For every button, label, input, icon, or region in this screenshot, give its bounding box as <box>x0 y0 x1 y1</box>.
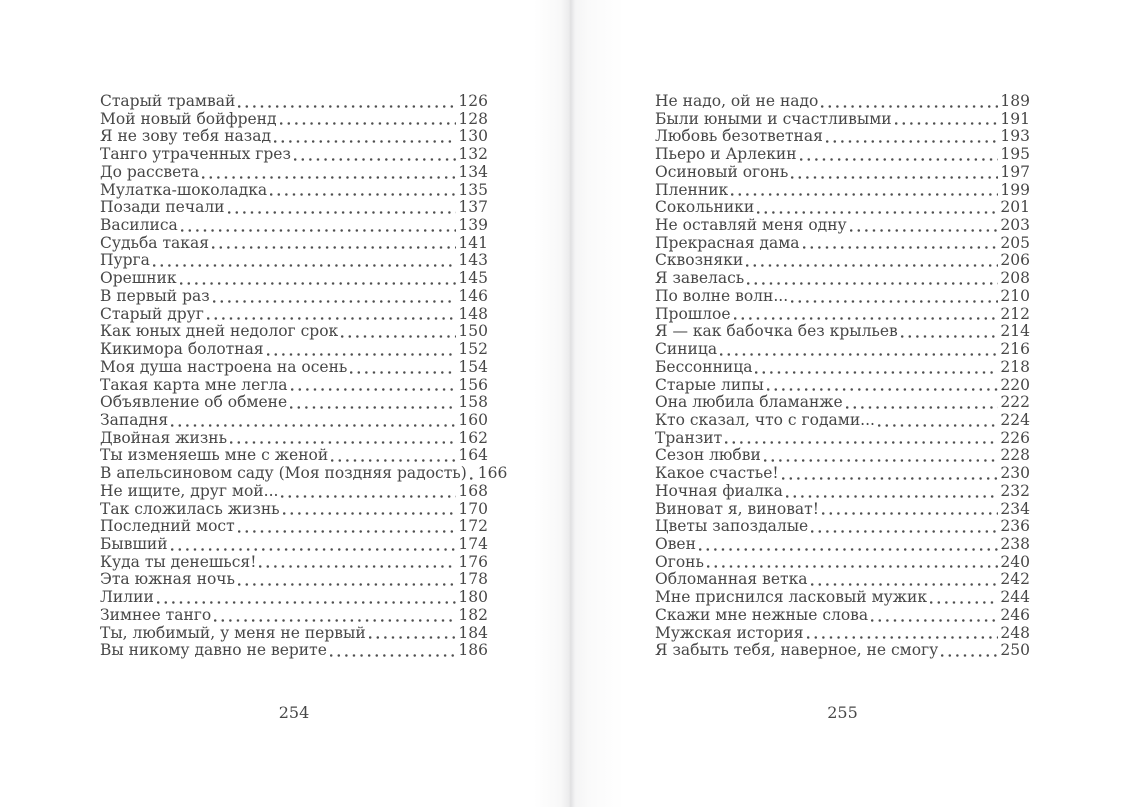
toc-entry-title: Бывший <box>100 534 168 553</box>
toc-entry-title: Старый трамвай <box>100 92 236 110</box>
toc-entry-page: 178 <box>458 570 488 589</box>
toc-entry <box>655 554 1030 572</box>
dot-leader <box>699 548 998 551</box>
toc-entry-page: 189 <box>1000 92 1030 110</box>
toc-entry-page: 234 <box>1000 499 1030 518</box>
toc-entry-page: 154 <box>458 357 488 376</box>
toc-entry <box>655 199 1030 217</box>
toc-entry-title: Пьеро и Арлекин <box>655 145 797 164</box>
toc-entry-page: 222 <box>1000 393 1030 412</box>
dot-leader <box>811 583 999 586</box>
toc-entry <box>655 235 1030 253</box>
dot-leader <box>791 300 998 303</box>
toc-entry-title: Виноват я, виноват! <box>655 499 819 518</box>
toc-entry-page: 212 <box>1000 304 1030 323</box>
toc-entry-page: 224 <box>1000 410 1030 429</box>
toc-entry-page: 214 <box>1000 322 1030 341</box>
toc-entry <box>100 394 488 412</box>
toc-entry-page: 143 <box>458 251 488 270</box>
toc-entry-page: 238 <box>1000 534 1030 553</box>
dot-leader <box>846 406 999 409</box>
toc-entry-page: 197 <box>1000 162 1030 181</box>
toc-entry-page: 195 <box>1000 145 1030 164</box>
toc-entry-title: Я забыть тебя, наверное, не смогу <box>655 641 939 660</box>
toc-entry-title: Пленник <box>655 180 729 199</box>
toc-entry <box>655 341 1030 359</box>
dot-leader <box>803 246 999 249</box>
toc-entry-title: Любовь безответная <box>655 127 823 146</box>
toc-entry <box>100 536 488 554</box>
dot-leader <box>290 406 456 409</box>
toc-entry <box>100 571 488 589</box>
toc-entry-title: Не оставляй меня одну <box>655 216 847 235</box>
dot-leader <box>291 388 457 391</box>
toc-entry-page: 168 <box>458 481 488 500</box>
dot-leader <box>270 193 456 196</box>
toc-entry-page: 242 <box>1000 570 1030 589</box>
dot-leader <box>871 619 998 622</box>
toc-entry-title: Западня <box>100 410 169 429</box>
toc-entry-title: В первый раз <box>100 286 210 305</box>
toc-entry-title: Мне приснился ласковый мужик <box>655 588 928 607</box>
page-gutter-shadow <box>534 0 624 807</box>
toc-entry <box>100 164 488 182</box>
toc-entry-page: 216 <box>1000 340 1030 359</box>
dot-leader <box>747 282 998 285</box>
toc-entry-title: Бессонница <box>655 357 753 376</box>
toc-entry <box>100 412 488 430</box>
toc-entry <box>100 128 488 146</box>
toc-entry-page: 130 <box>458 127 488 146</box>
toc-entry-title: Мулатка-шоколадка <box>100 180 268 199</box>
dot-leader <box>274 140 456 143</box>
toc-entry-page: 128 <box>458 109 488 128</box>
toc-entry-page: 218 <box>1000 357 1030 376</box>
toc-entry-page: 248 <box>1000 623 1030 642</box>
toc-entry <box>100 377 488 395</box>
toc-entry <box>655 394 1030 412</box>
toc-entry-page: 236 <box>1000 517 1030 536</box>
toc-entry <box>655 128 1030 146</box>
toc-entry-page: 174 <box>458 534 488 553</box>
dot-leader <box>826 140 999 143</box>
toc-entry-page: 170 <box>458 499 488 518</box>
dot-leader <box>294 158 457 161</box>
toc-entry-title: До рассвета <box>100 162 200 181</box>
toc-entry-page: 193 <box>1000 127 1030 146</box>
toc-entry <box>655 447 1030 465</box>
dot-leader <box>757 211 998 214</box>
toc-entry <box>100 182 488 200</box>
toc-entry-page: 203 <box>1000 216 1030 235</box>
toc-entry <box>100 93 488 111</box>
toc-entry <box>100 359 488 377</box>
toc-entry <box>655 518 1030 536</box>
toc-entry-title: Цветы запоздалые <box>655 517 809 536</box>
toc-entry-page: 145 <box>458 269 488 288</box>
toc-entry-page: 180 <box>458 588 488 607</box>
toc-entry-page: 135 <box>458 180 488 199</box>
dot-leader <box>850 229 999 232</box>
dot-leader <box>238 530 457 533</box>
toc-entry-title: Объявление об обмене <box>100 393 288 412</box>
toc-entry-title: Орешник <box>100 269 177 288</box>
dot-leader <box>180 282 457 285</box>
toc-entry-page: 228 <box>1000 446 1030 465</box>
toc-entry <box>655 412 1030 430</box>
toc-entry-title: Лилии <box>100 588 154 607</box>
page-number-right: 255 <box>827 703 858 722</box>
toc-entry <box>100 146 488 164</box>
toc-entry-title: Не ищите, друг мой... <box>100 481 279 500</box>
dot-leader <box>734 317 999 320</box>
toc-entry-title: Были юными и счастливыми <box>655 109 892 128</box>
toc-entry <box>655 536 1030 554</box>
dot-leader <box>213 300 457 303</box>
toc-entry <box>655 483 1030 501</box>
toc-entry <box>655 306 1030 324</box>
dot-leader <box>791 176 998 179</box>
toc-right-page <box>655 93 1030 660</box>
toc-entry-title: Прошлое <box>655 304 731 323</box>
toc-entry <box>655 359 1030 377</box>
toc-entry-page: 162 <box>458 428 488 447</box>
dot-leader <box>228 211 457 214</box>
toc-entry <box>100 235 488 253</box>
toc-entry-page: 210 <box>1000 286 1030 305</box>
toc-entry <box>100 270 488 288</box>
toc-entry-title: Я завелась <box>655 269 745 288</box>
toc-entry-page: 137 <box>458 198 488 217</box>
toc-entry <box>100 306 488 324</box>
dot-leader <box>267 353 457 356</box>
toc-entry-title: Не надо, ой не надо <box>655 92 819 110</box>
dot-leader <box>230 441 456 444</box>
toc-entry-page: 199 <box>1000 180 1030 199</box>
dot-leader <box>767 388 999 391</box>
toc-entry-title: Мой новый бойфренд <box>100 109 277 128</box>
toc-entry-title: Овен <box>655 534 696 553</box>
dot-leader <box>800 158 999 161</box>
toc-entry-page: 148 <box>458 304 488 323</box>
dot-leader <box>350 371 456 374</box>
toc-entry-title: Старый друг <box>100 304 204 323</box>
toc-entry <box>100 518 488 536</box>
toc-entry-title: Обломанная ветка <box>655 570 808 589</box>
dot-leader <box>782 477 999 480</box>
toc-entry <box>655 625 1030 643</box>
dot-leader <box>181 229 457 232</box>
toc-entry-page: 164 <box>458 446 488 465</box>
toc-entry-page: 206 <box>1000 251 1030 270</box>
toc-entry-title: Ты изменяешь мне с женой <box>100 446 329 465</box>
toc-entry-page: 126 <box>458 92 488 110</box>
toc-entry <box>655 430 1030 448</box>
dot-leader <box>764 459 999 462</box>
toc-entry <box>655 642 1030 660</box>
toc-entry <box>100 501 488 519</box>
toc-entry-page: 184 <box>458 623 488 642</box>
toc-entry-title: Кто сказал, что с годами... <box>655 410 875 429</box>
dot-leader <box>259 565 456 568</box>
dot-leader <box>171 548 457 551</box>
toc-entry-title: Синица <box>655 340 718 359</box>
toc-entry-title: Двойная жизнь <box>100 428 228 447</box>
dot-leader <box>331 459 456 462</box>
toc-entry-page: 166 <box>477 464 508 483</box>
dot-leader <box>369 636 457 639</box>
toc-entry-title: Танго утраченных грез <box>100 145 291 164</box>
toc-entry-title: Кикимора болотная <box>100 340 264 359</box>
toc-entry-title: В апельсиновом саду (Моя поздняя радость) <box>100 464 467 483</box>
toc-entry <box>100 341 488 359</box>
toc-entry <box>100 554 488 572</box>
dot-leader <box>212 246 456 249</box>
toc-entry-page: 146 <box>458 286 488 305</box>
toc-entry <box>100 589 488 607</box>
toc-entry-page: 226 <box>1000 428 1030 447</box>
toc-entry <box>100 323 488 341</box>
toc-entry <box>655 111 1030 129</box>
toc-entry <box>100 464 508 483</box>
toc-entry-page: 205 <box>1000 233 1030 252</box>
dot-leader <box>930 601 998 604</box>
toc-entry-page: 250 <box>1000 641 1030 660</box>
toc-entry-page: 134 <box>458 162 488 181</box>
dot-leader <box>786 495 999 498</box>
toc-entry-title: Скажи мне нежные слова <box>655 605 869 624</box>
dot-leader <box>153 264 456 267</box>
toc-entry-page: 132 <box>458 145 488 164</box>
dot-leader <box>707 565 998 568</box>
toc-entry-page: 240 <box>1000 552 1030 571</box>
toc-entry-title: Сезон любви <box>655 446 761 465</box>
dot-leader <box>755 371 998 374</box>
toc-entry <box>100 625 488 643</box>
toc-entry-page: 150 <box>458 322 488 341</box>
toc-entry-title: Эта южная ночь <box>100 570 235 589</box>
dot-leader <box>901 335 999 338</box>
dot-leader <box>746 264 998 267</box>
toc-entry <box>100 199 488 217</box>
dot-leader <box>731 193 998 196</box>
dot-leader <box>878 424 998 427</box>
toc-entry <box>100 430 488 448</box>
toc-entry <box>655 182 1030 200</box>
toc-entry <box>655 288 1030 306</box>
toc-entry-page: 141 <box>458 233 488 252</box>
toc-entry-page: 208 <box>1000 269 1030 288</box>
toc-entry <box>655 270 1030 288</box>
toc-entry <box>655 465 1030 483</box>
dot-leader <box>207 317 457 320</box>
page-number-left: 254 <box>278 703 310 722</box>
toc-entry <box>100 288 488 306</box>
toc-entry-title: Такая карта мне легла <box>100 375 288 394</box>
toc-entry-title: Позади печали <box>100 198 225 217</box>
toc-entry <box>655 377 1030 395</box>
toc-entry-title: Вы никому давно не верите <box>100 641 327 660</box>
toc-entry-page: 201 <box>1000 198 1030 217</box>
toc-entry <box>100 447 488 465</box>
toc-entry-title: Куда ты денешься! <box>100 552 257 571</box>
toc-entry-page: 152 <box>458 340 488 359</box>
toc-entry-title: Прекрасная дама <box>655 233 800 252</box>
dot-leader <box>895 122 999 125</box>
toc-entry-page: 230 <box>1000 464 1030 483</box>
toc-entry-page: 176 <box>458 552 488 571</box>
toc-entry <box>655 323 1030 341</box>
dot-leader <box>280 122 457 125</box>
dot-leader <box>720 353 998 356</box>
toc-entry-title: Осиновый огонь <box>655 162 789 181</box>
toc-entry <box>655 93 1030 111</box>
dot-leader <box>202 176 456 179</box>
toc-entry <box>655 589 1030 607</box>
toc-entry-title: Как юных дней недолог срок <box>100 322 339 341</box>
toc-entry-page: 156 <box>458 375 488 394</box>
toc-entry-title: Сквозняки <box>655 251 744 270</box>
dot-leader <box>238 583 456 586</box>
dot-leader <box>807 636 999 639</box>
toc-entry-page: 182 <box>458 605 488 624</box>
toc-entry-title: Зимнее танго <box>100 605 212 624</box>
toc-entry <box>100 483 488 501</box>
toc-entry-title: Моя душа настроена на осень <box>100 357 348 376</box>
dot-leader <box>822 512 998 515</box>
dot-leader <box>281 495 456 498</box>
dot-leader <box>171 424 456 427</box>
toc-entry-title: Я — как бабочка без крыльев <box>655 322 898 341</box>
toc-entry-title: Старые липы <box>655 375 764 394</box>
toc-entry-title: Я не зову тебя назад <box>100 127 272 146</box>
toc-entry <box>100 642 488 660</box>
toc-entry-title: Судьба такая <box>100 233 209 252</box>
toc-entry-title: Какое счастье! <box>655 464 779 483</box>
toc-entry-title: Огонь <box>655 552 704 571</box>
toc-entry-title: Ночная фиалка <box>655 481 783 500</box>
toc-entry-page: 191 <box>1000 109 1030 128</box>
toc-entry-page: 160 <box>458 410 488 429</box>
toc-entry-title: Так сложилась жизнь <box>100 499 280 518</box>
toc-entry-page: 244 <box>1000 588 1030 607</box>
toc-entry <box>655 252 1030 270</box>
toc-entry <box>655 146 1030 164</box>
dot-leader <box>214 619 456 622</box>
dot-leader <box>238 105 456 108</box>
toc-entry <box>100 607 488 625</box>
toc-entry <box>655 571 1030 589</box>
toc-entry <box>655 164 1030 182</box>
toc-entry-page: 158 <box>458 393 488 412</box>
toc-entry-title: Пурга <box>100 251 150 270</box>
dot-leader <box>811 530 998 533</box>
dot-leader <box>821 105 998 108</box>
toc-entry-title: По волне волн... <box>655 286 789 305</box>
toc-entry <box>655 607 1030 625</box>
toc-entry-page: 232 <box>1000 481 1030 500</box>
toc-entry-title: Последний мост <box>100 517 235 536</box>
dot-leader <box>341 335 456 338</box>
toc-entry-title: Она любила бламанже <box>655 393 843 412</box>
toc-entry-title: Транзит <box>655 428 723 447</box>
toc-entry-title: Ты, любимый, у меня не первый <box>100 623 366 642</box>
toc-entry-page: 220 <box>1000 375 1030 394</box>
toc-entry-page: 186 <box>458 641 488 660</box>
toc-entry <box>100 111 488 129</box>
toc-entry <box>100 252 488 270</box>
toc-entry-title: Мужская история <box>655 623 804 642</box>
toc-entry-title: Василиса <box>100 216 178 235</box>
toc-entry <box>655 501 1030 519</box>
dot-leader <box>330 654 457 657</box>
toc-entry-page: 246 <box>1000 605 1030 624</box>
toc-entry <box>655 217 1030 235</box>
dot-leader <box>157 601 457 604</box>
toc-entry-page: 139 <box>458 216 488 235</box>
toc-entry <box>100 217 488 235</box>
toc-entry-page: 172 <box>458 517 488 536</box>
dot-leader <box>941 654 998 657</box>
toc-entry-title: Сокольники <box>655 198 755 217</box>
dot-leader <box>283 512 457 515</box>
toc-left-page <box>100 92 508 660</box>
dot-leader <box>725 441 998 444</box>
